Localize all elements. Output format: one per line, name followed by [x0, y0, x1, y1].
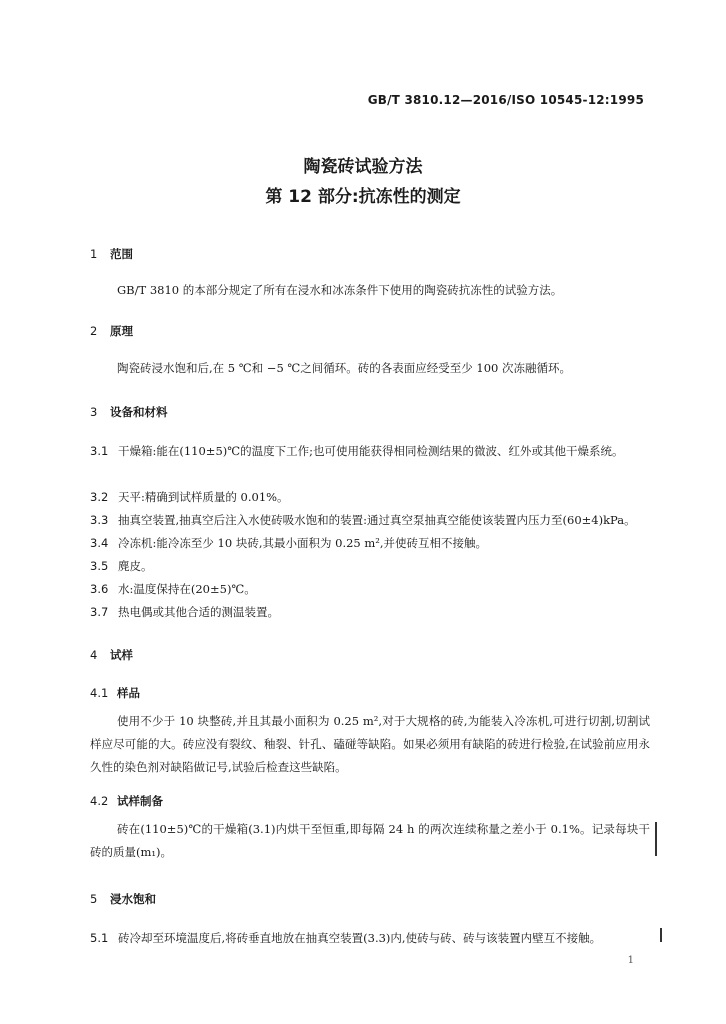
subsection-number: 4.2 [90, 794, 109, 808]
principle-paragraph: 陶瓷砖浸水饱和后,在 5 ℃和 −5 ℃之间循环。砖的各表面应经受至少 100 次冻融循环。 [117, 361, 572, 375]
title-main: 陶瓷砖试验方法 [303, 157, 423, 177]
list-item-3-6 [90, 578, 665, 601]
section-title: 范围 [110, 247, 133, 261]
section-title: 设备和材料 [110, 405, 168, 419]
section-number: 3 [90, 405, 98, 419]
list-item-3-3 [90, 509, 665, 532]
samples-paragraph: 使用不少于 10 块整砖,并且其最小面积为 0.25 m²,对于大规格的砖,为能装入冷冻机,可进行切割,切割试样应尽可能的大。砖应没有裂纹、釉裂、针孔、磕碰等缺陷。如果必须用有缺陷的砖进行检验,在试验前应用永久性的染色剂对缺陷做记号,试验后检查这些缺陷。 [90, 714, 650, 774]
section-heading-principle [90, 323, 133, 339]
section-heading-scope [90, 246, 133, 262]
item-text: 干燥箱:能在(110±5)℃的温度下工作;也可使用能获得相同检测结果的微波、红外或其他干燥系统。 [118, 444, 624, 458]
page-number: 1 [627, 955, 634, 966]
preparation-paragraph: 砖在(110±5)℃的干燥箱(3.1)内烘干至恒重,即每隔 24 h 的两次连续称量之差小于 0.1%。记录每块干砖的质量(m₁)。 [90, 822, 650, 859]
section-heading-specimens [90, 647, 133, 663]
title-part: 第 12 部分:抗冻性的测定 [265, 187, 461, 207]
item-number: 3.4 [90, 536, 109, 550]
section-heading-equipment [90, 404, 168, 420]
item-number: 3.2 [90, 490, 109, 504]
section-title: 试样 [110, 648, 133, 662]
scan-edge-mark [655, 822, 657, 856]
list-item-3-5 [90, 555, 665, 578]
item-text: 水:温度保持在(20±5)℃。 [118, 582, 256, 596]
standard-code: GB/T 3810.12—2016/ISO 10545-12:1995 [367, 93, 644, 107]
subsection-title: 试样制备 [117, 794, 163, 808]
list-item-5-1 [90, 927, 665, 950]
item-number: 3.1 [90, 444, 109, 458]
item-number: 3.5 [90, 559, 109, 573]
scan-edge-mark [660, 928, 662, 942]
scope-paragraph: GB/T 3810 的本部分规定了所有在浸水和冰冻条件下使用的陶瓷砖抗冻性的试验方法。 [117, 283, 563, 297]
item-text: 麂皮。 [118, 559, 153, 573]
subsection-title: 样品 [117, 686, 140, 700]
item-number: 5.1 [90, 931, 109, 945]
item-text: 天平:精确到试样质量的 0.01%。 [118, 490, 289, 504]
section-number: 1 [90, 247, 98, 261]
section-title: 原理 [110, 324, 133, 338]
list-item-3-2 [90, 486, 665, 509]
item-text: 冷冻机:能冷冻至少 10 块砖,其最小面积为 0.25 m²,并使砖互相不接触。 [118, 536, 488, 550]
section-heading-saturation [90, 891, 156, 907]
section-number: 2 [90, 324, 98, 338]
section-number: 5 [90, 892, 98, 906]
item-number: 3.3 [90, 513, 109, 527]
subsection-heading-samples [90, 685, 140, 701]
section-number: 4 [90, 648, 98, 662]
section-title: 浸水饱和 [110, 892, 156, 906]
item-text: 热电偶或其他合适的测温装置。 [118, 605, 279, 619]
subsection-number: 4.1 [90, 686, 109, 700]
list-item-3-4 [90, 532, 665, 555]
subsection-heading-preparation [90, 793, 163, 809]
item-text: 砖冷却至环境温度后,将砖垂直地放在抽真空装置(3.3)内,使砖与砖、砖与该装置内壁互不接触。 [118, 931, 602, 945]
item-number: 3.6 [90, 582, 109, 596]
item-text: 抽真空装置,抽真空后注入水使砖吸水饱和的装置:通过真空泵抽真空能使该装置内压力至(60±4)kPa。 [118, 513, 636, 527]
list-item-3-7 [90, 601, 665, 624]
item-number: 3.7 [90, 605, 109, 619]
list-item-3-1 [90, 440, 655, 463]
